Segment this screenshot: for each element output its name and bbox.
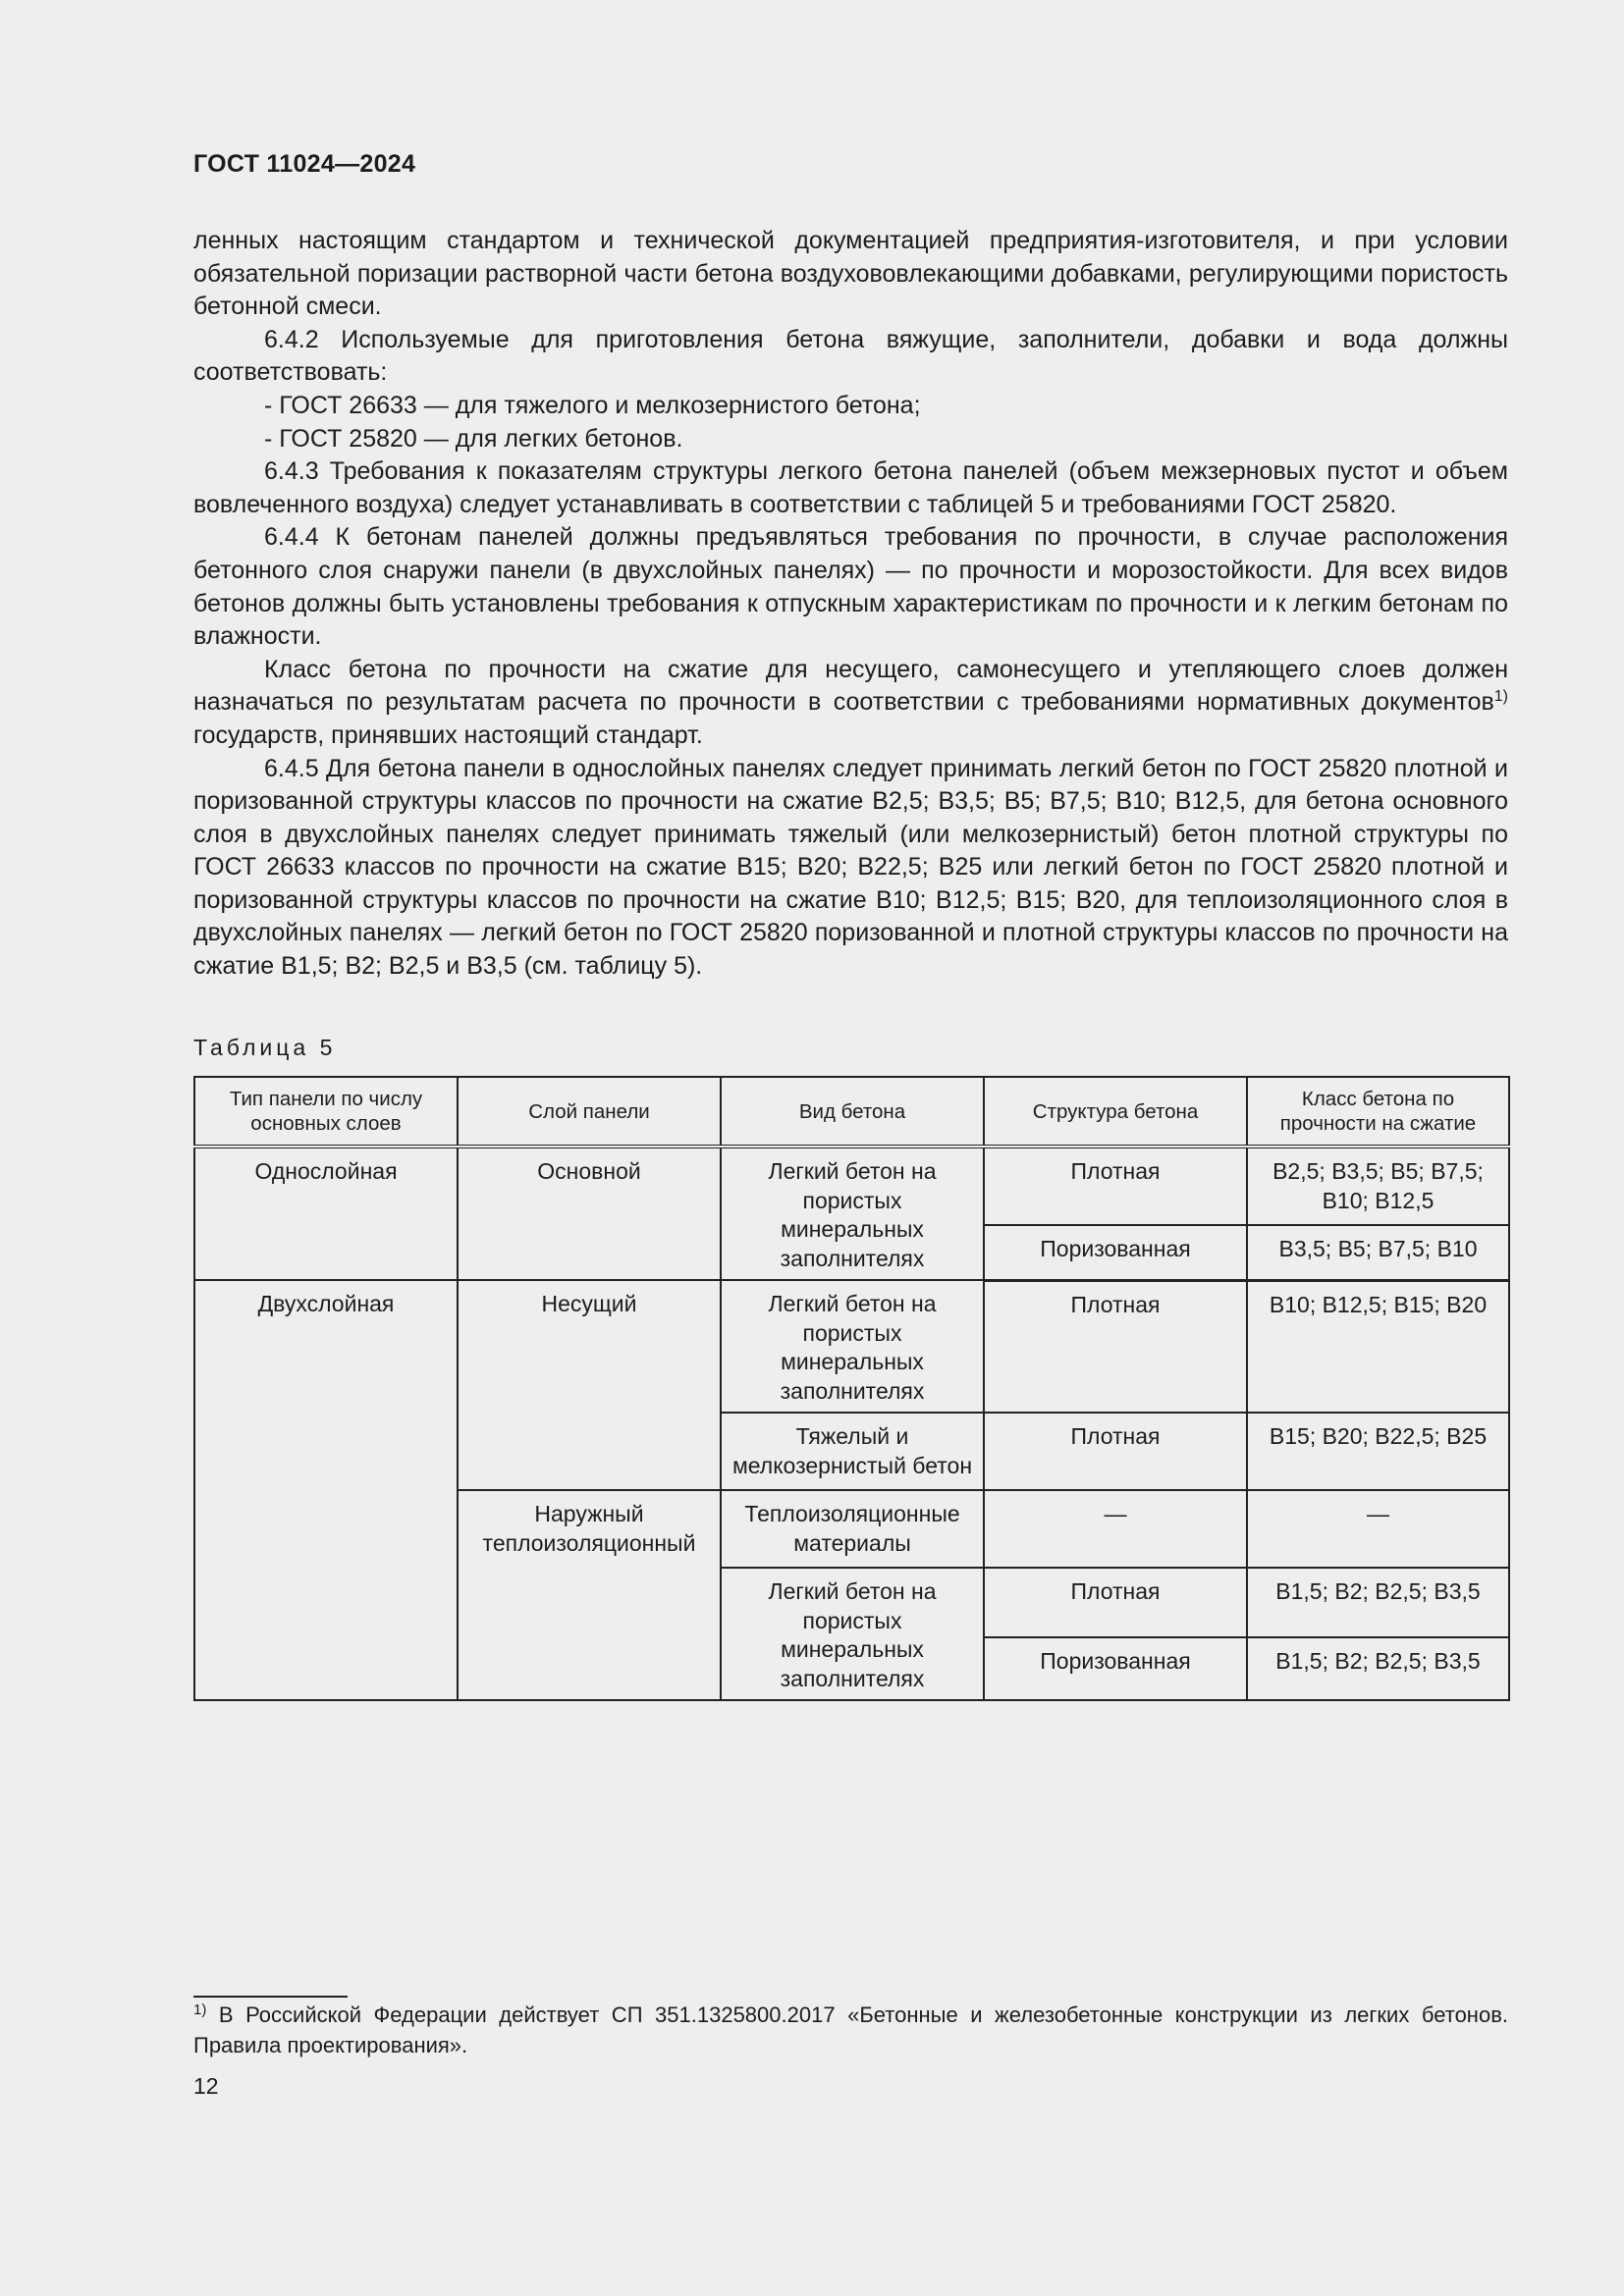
table-cell: Несущий [458,1280,721,1490]
table-cell: Плотная [984,1413,1247,1490]
paragraph-6-4-5: 6.4.5 Для бетона панели в однослойных панелях следует принимать легкий бетон по ГОСТ 25820 плотной и поризованной структуры классов по прочности на сжатие В2,5; В3,5; В5; В7,5; В10; В12,5, для бетона основного слоя в двухслойных панелях следует принимать тяжелый (или мелкозернистый) бетон плотной структуры по ГОСТ 26633 классов по прочности на сжатие В15; В20; В22,5; В25 или легкий бетон по ГОСТ 25820 плотной и поризованной структуры классов по прочности на сжатие В10; В12,5; В15; В20, для теплоизоляционного слоя в двухслойных панелях — легкий бетон по ГОСТ 25820 поризованной и плотной структуры классов по прочности на сжатие В1,5; В2; В2,5 и В3,5 (см. таблицу 5). [193,754,1508,981]
footnote [193,2000,1508,2060]
paragraph-text: государств, принявших настоящий стандарт. [193,721,703,749]
table-cell: Поризованная [984,1637,1247,1700]
table-cell: Наружный теплоизоляционный [458,1490,721,1700]
document-header: ГОСТ 11024—2024 [193,150,416,178]
header-panel-type: Тип панели по числу основных слоев [194,1077,458,1147]
table-cell: Легкий бетон на пористых минеральных заполнителях [721,1280,984,1413]
table-cell: В10; В12,5; В15; В20 [1247,1280,1509,1413]
table-cell: — [984,1490,1247,1568]
footnote-text: В Российской Федерации действует СП 351.1325800.2017 «Бетонные и железобетонные конструкции из легких бетонов. Правила проектирования». [193,2002,1508,2057]
footnote-mark: 1) [193,2002,207,2018]
table-row [194,1147,1509,1225]
paragraph-text: Класс бетона по прочности на сжатие для несущего, самонесущего и утепляющего слоев должен назначаться по результатам расчета по прочности в соответствии с требованиями нормативных документов [193,655,1508,717]
concrete-classes-table [193,1076,1510,1701]
table-cell: Легкий бетон на пористых минеральных заполнителях [721,1147,984,1280]
table-cell: Легкий бетон на пористых минеральных заполнителях [721,1568,984,1700]
table-cell: В2,5; В3,5; В5; В7,5; В10; В12,5 [1247,1147,1509,1225]
list-item: - ГОСТ 25820 — для легких бетонов. [264,424,683,453]
page-number: 12 [193,2073,219,2099]
table-caption: Таблица 5 [193,1035,337,1060]
table-cell: Плотная [984,1147,1247,1225]
table-header-row [194,1077,1509,1147]
table-cell: В15; В20; В22,5; В25 [1247,1413,1509,1490]
table-cell: Однослойная [194,1147,458,1280]
paragraph-6-4-3: 6.4.3 Требования к показателям структуры легкого бетона панелей (объем межзерновых пустот и объем вовлеченного воздуха) следует устанавливать в соответствии с таблицей 5 и требованиями ГОСТ 25820. [193,457,1508,518]
header-panel-layer: Слой панели [458,1077,721,1147]
paragraph-6-4-2: 6.4.2 Используемые для приготовления бетона вяжущие, заполнители, добавки и вода должны соответствовать: [193,325,1508,387]
paragraph-6-4-4: 6.4.4 К бетонам панелей должны предъявляться требования по прочности, в случае расположения бетонного слоя снаружи панели (в двухслойных панелях) — по прочности и морозостойкости. Для всех видов бетонов должны быть установлены требования к отпускным характеристикам по прочности и к легким бетонам по влажности. [193,523,1508,651]
paragraph: ленных настоящим стандартом и технической документацией предприятия-изготовителя, и при условии обязательной поризации растворной части бетона воздухововлекающими добавками, регулирующими пористость бетонной смеси. [193,227,1508,321]
table-cell: — [1247,1490,1509,1568]
table-cell: Плотная [984,1568,1247,1637]
table-cell: Поризованная [984,1225,1247,1280]
table-row [194,1280,1509,1413]
footnote-separator [193,1996,348,1998]
header-concrete-structure: Структура бетона [984,1077,1247,1147]
list-item: - ГОСТ 26633 — для тяжелого и мелкозернистого бетона; [264,391,921,419]
table-cell: В3,5; В5; В7,5; В10 [1247,1225,1509,1280]
body-text [193,225,1508,984]
table-cell: Двухслойная [194,1280,458,1700]
footnote-reference[interactable]: 1) [1493,688,1508,706]
table-cell: Плотная [984,1280,1247,1413]
header-strength-class: Класс бетона по прочности на сжатие [1247,1077,1509,1147]
table-cell: В1,5; В2; В2,5; В3,5 [1247,1637,1509,1700]
table-cell: В1,5; В2; В2,5; В3,5 [1247,1568,1509,1637]
table-cell: Основной [458,1147,721,1280]
table-cell: Теплоизоляционные материалы [721,1490,984,1568]
paragraph-concrete-class [193,654,1508,753]
header-concrete-kind: Вид бетона [721,1077,984,1147]
table-cell: Тяжелый и мелкозернистый бетон [721,1413,984,1490]
